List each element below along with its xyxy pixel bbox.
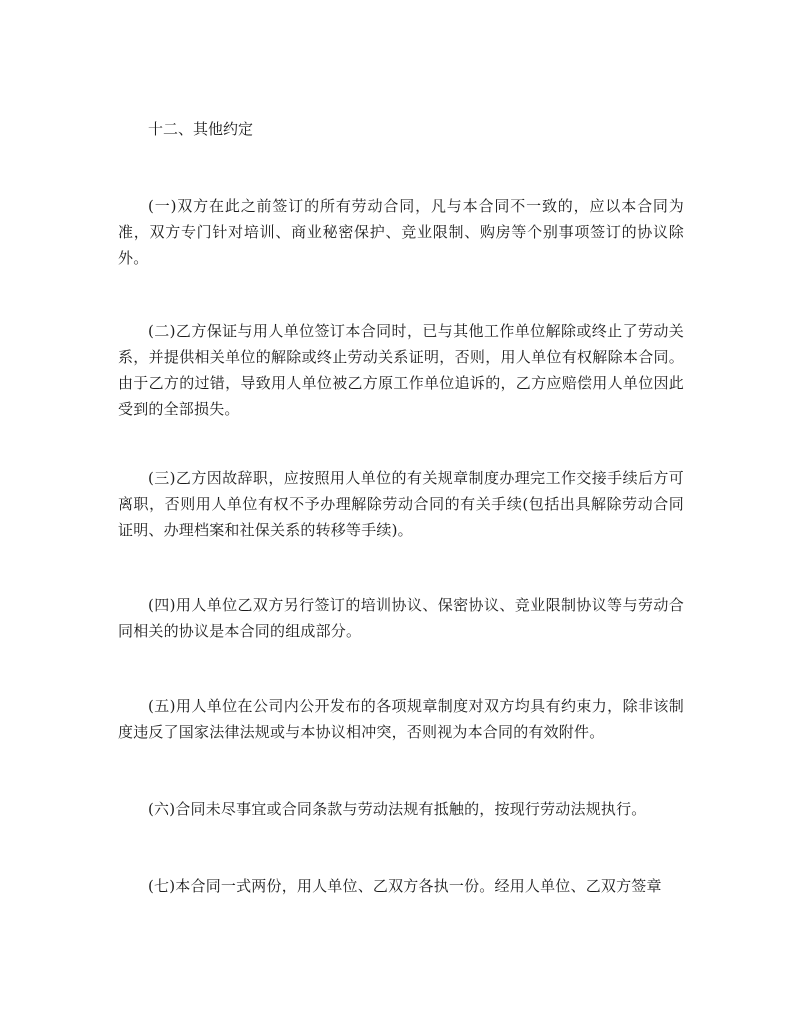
clause-3: (三)乙方因故辞职，应按照用人单位的有关规章制度办理完工作交接手续后方可离职，否则用人单位有权不予办理解除劳动合同的有关手续(包括出具解除劳动合同证明、办理档案和社保关系的转移等手续)。: [118, 469, 684, 539]
clause-6: (六)合同未尽事宜或合同条款与劳动法规有抵触的，按现行劳动法规执行。: [148, 800, 647, 818]
clause-1: (一)双方在此之前签订的所有劳动合同，凡与本合同不一致的，应以本合同为准，双方专门针对培训、商业秘密保护、竞业限制、购房等个别事项签订的协议除外。: [118, 197, 684, 267]
clause-4: (四)用人单位乙双方另行签订的培训协议、保密协议、竞业限制协议等与劳动合同相关的协议是本合同的组成部分。: [118, 596, 684, 640]
clause-7: (七)本合同一式两份，用人单位、乙双方各执一份。经用人单位、乙双方签章: [148, 877, 662, 895]
clause-5: (五)用人单位在公司内公开发布的各项规章制度对双方均具有约束力，除非该制度违反了国家法律法规或与本协议相冲突，否则视为本合同的有效附件。: [118, 697, 684, 741]
clause-2: (二)乙方保证与用人单位签订本合同时，已与其他工作单位解除或终止了劳动关系，并提供相关单位的解除或终止劳动关系证明，否则，用人单位有权解除本合同。由于乙方的过错，导致用人单位被乙方原工作单位追诉的，乙方应赔偿用人单位因此受到的全部损失。: [118, 322, 684, 418]
section-heading: 十二、其他约定: [148, 120, 254, 138]
